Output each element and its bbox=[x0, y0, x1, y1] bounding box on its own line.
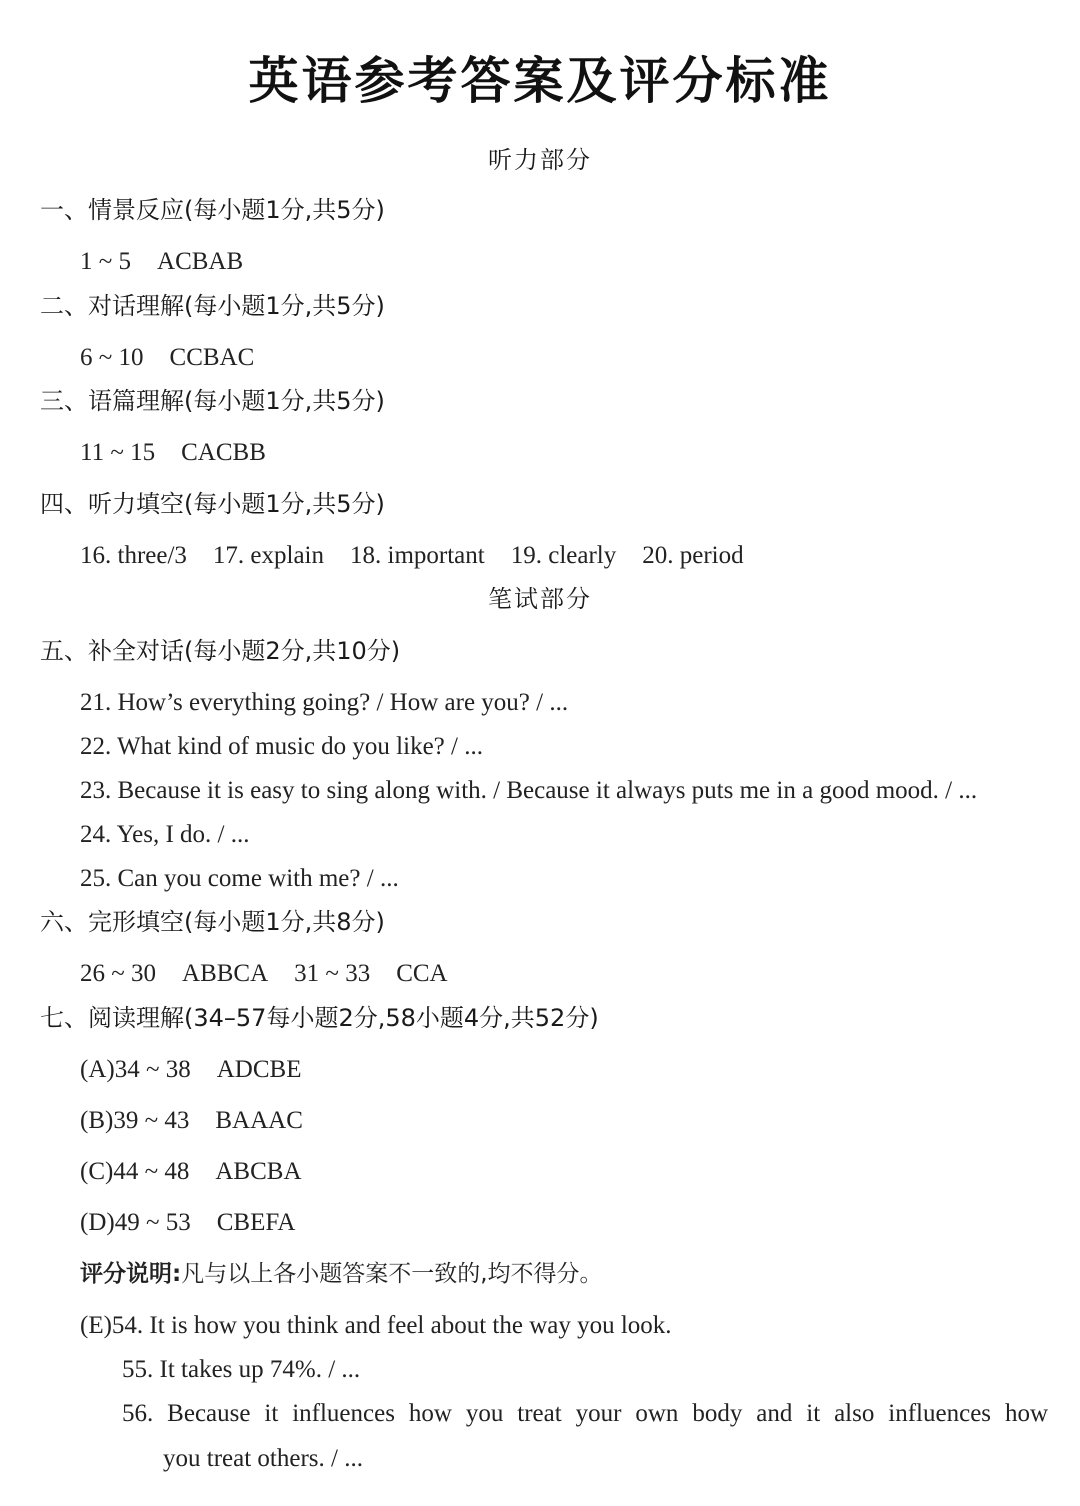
answer-20: 20. period bbox=[642, 542, 744, 569]
scoring-note-text: 凡与以上各小题答案不一致的,均不得分。 bbox=[181, 1261, 603, 1287]
group-range: 34 ~ 38 bbox=[114, 1056, 191, 1083]
group-label: (D) bbox=[80, 1209, 115, 1236]
group-range: 44 ~ 48 bbox=[113, 1158, 190, 1185]
group-range: 49 ~ 53 bbox=[114, 1209, 191, 1236]
scoring-note bbox=[80, 1256, 603, 1292]
answer-19: 19. clearly bbox=[510, 542, 617, 569]
answer-21: 21. How’s everything going? / How are you? / ... bbox=[80, 689, 569, 716]
answer-22: 22. What kind of music do you like? / ... bbox=[80, 733, 483, 760]
section-3-range: 11 ~ 15 bbox=[80, 439, 156, 466]
section-7-heading: 七、阅读理解(34–57每小题2分,58小题4分,共52分) bbox=[40, 1004, 599, 1032]
group-key: ADCBE bbox=[216, 1056, 302, 1083]
section-1-heading: 一、情景反应(每小题1分,共5分) bbox=[40, 196, 385, 224]
answer-56: 56. Because it influences how you treat your own body and it also influences how bbox=[122, 1400, 1048, 1427]
listening-part-heading: 听力部分 bbox=[488, 146, 592, 174]
section-6-key-2: CCA bbox=[396, 960, 448, 987]
answer-18: 18. important bbox=[350, 542, 485, 569]
section-2-answers bbox=[80, 340, 254, 376]
section-6-answers bbox=[80, 956, 448, 992]
section-6-heading: 六、完形填空(每小题1分,共8分) bbox=[40, 908, 385, 936]
section-3-heading: 三、语篇理解(每小题1分,共5分) bbox=[40, 387, 385, 415]
group-label: (B) bbox=[80, 1107, 114, 1134]
answer-17: 17. explain bbox=[212, 542, 325, 569]
section-6-range-1: 26 ~ 30 bbox=[80, 960, 157, 987]
answer-24: 24. Yes, I do. / ... bbox=[80, 821, 250, 848]
group-key: ABCBA bbox=[215, 1158, 302, 1185]
group-range: 39 ~ 43 bbox=[113, 1107, 190, 1134]
answer-55: 55. It takes up 74%. / ... bbox=[122, 1356, 361, 1383]
section-5-heading: 五、补全对话(每小题2分,共10分) bbox=[40, 637, 401, 665]
answer-25: 25. Can you come with me? / ... bbox=[80, 865, 399, 892]
section-4-answers bbox=[80, 538, 744, 574]
page-title: 英语参考答案及评分标准 bbox=[248, 52, 832, 110]
reading-group-d bbox=[80, 1205, 295, 1241]
section-1-key: ACBAB bbox=[157, 248, 244, 275]
answer-54: 54. It is how you think and feel about the way you look. bbox=[111, 1312, 672, 1339]
group-key: CBEFA bbox=[216, 1209, 296, 1236]
scoring-note-label: 评分说明: bbox=[80, 1261, 182, 1287]
group-label: (A) bbox=[80, 1056, 115, 1083]
section-6-key-1: ABBCA bbox=[182, 960, 269, 987]
group-label: (E) bbox=[80, 1312, 112, 1339]
group-key: BAAAC bbox=[215, 1107, 303, 1134]
section-2-heading: 二、对话理解(每小题1分,共5分) bbox=[40, 292, 385, 320]
answer-23: 23. Because it is easy to sing along with. / Because it always puts me in a good mood. / ... bbox=[80, 777, 978, 804]
section-2-range: 6 ~ 10 bbox=[80, 344, 144, 371]
answer-16: 16. three/3 bbox=[80, 542, 187, 569]
section-3-answers bbox=[80, 435, 266, 471]
section-2-key: CCBAC bbox=[169, 344, 255, 371]
writing-part-heading: 笔试部分 bbox=[488, 585, 592, 613]
section-4-heading: 四、听力填空(每小题1分,共5分) bbox=[40, 490, 385, 518]
section-1-range: 1 ~ 5 bbox=[80, 248, 132, 275]
section-1-answers bbox=[80, 244, 243, 280]
group-label: (C) bbox=[80, 1158, 114, 1185]
section-3-key: CACBB bbox=[181, 439, 266, 466]
reading-group-b bbox=[80, 1103, 303, 1139]
reading-group-e bbox=[80, 1308, 672, 1344]
section-6-range-2: 31 ~ 33 bbox=[294, 960, 371, 987]
reading-group-a bbox=[80, 1052, 301, 1088]
answer-56-continuation: you treat others. / ... bbox=[163, 1445, 363, 1472]
reading-group-c bbox=[80, 1154, 302, 1190]
